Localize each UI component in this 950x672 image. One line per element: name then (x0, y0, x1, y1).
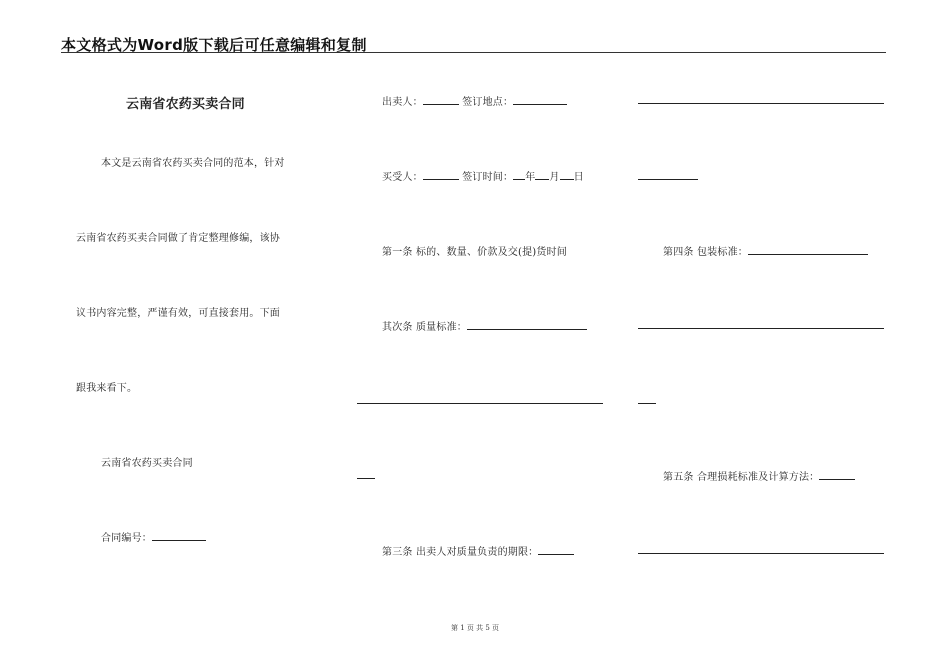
article-2-blank (467, 320, 587, 330)
article-2-label: 其次条 质量标准： (382, 322, 467, 333)
month-blank (535, 170, 549, 180)
seller-line (382, 93, 567, 108)
year-label: 年 (525, 172, 536, 183)
article-4-label: 第四条 包装标准： (663, 247, 748, 258)
article-5-line (663, 468, 855, 483)
contract-number-blank (152, 531, 206, 541)
right-blank-rule-2 (638, 179, 698, 180)
article-1: 第一条 标的、数量、价款及交(提)货时间 (382, 247, 567, 258)
header-divider (61, 52, 886, 53)
middle-blank-rule-2 (357, 478, 375, 479)
article-4-line (663, 243, 868, 258)
right-blank-rule-3 (638, 328, 884, 329)
seller-blank (423, 95, 459, 105)
intro-line-4: 跟我来看下。 (76, 383, 138, 394)
article-5-label: 第五条 合理损耗标准及计算方法： (663, 472, 820, 483)
article-2-line (382, 318, 587, 333)
contract-number-label: 合同编号： (101, 533, 152, 544)
middle-blank-rule-1 (357, 403, 603, 404)
document-header: 本文格式为Word版下载后可任意编辑和复制 (61, 36, 367, 54)
month-label: 月 (549, 172, 560, 183)
article-5-blank (819, 470, 855, 480)
buyer-blank (423, 170, 459, 180)
right-blank-rule-1 (638, 103, 884, 104)
contract-number-line (101, 529, 206, 544)
sign-place-blank (513, 95, 567, 105)
article-4-blank (748, 245, 868, 255)
buyer-label: 买受人： (382, 172, 423, 183)
day-blank (560, 170, 574, 180)
page-number: 第 1 页 共 5 页 (450, 624, 500, 632)
contract-subtitle: 云南省农药买卖合同 (101, 458, 193, 469)
year-blank (513, 170, 525, 180)
seller-label: 出卖人： (382, 97, 423, 108)
document-title: 云南省农药买卖合同 (126, 97, 245, 112)
right-blank-rule-4 (638, 403, 656, 404)
sign-place-label: 签订地点： (462, 97, 514, 108)
sign-time-label: 签订时间： (462, 172, 514, 183)
article-3-line (382, 543, 574, 558)
day-label: 日 (573, 172, 584, 183)
article-3-label: 第三条 出卖人对质量负责的期限： (382, 547, 539, 558)
buyer-line (382, 168, 584, 183)
intro-line-2: 云南省农药买卖合同做了肯定整理修编，该协 (76, 233, 280, 244)
intro-line-3: 议书内容完整，严谨有效，可直接套用。下面 (76, 308, 280, 319)
intro-line-1: 本文是云南省农药买卖合同的范本，针对 (101, 158, 285, 169)
right-blank-rule-5 (638, 553, 884, 554)
article-3-blank (538, 545, 574, 555)
